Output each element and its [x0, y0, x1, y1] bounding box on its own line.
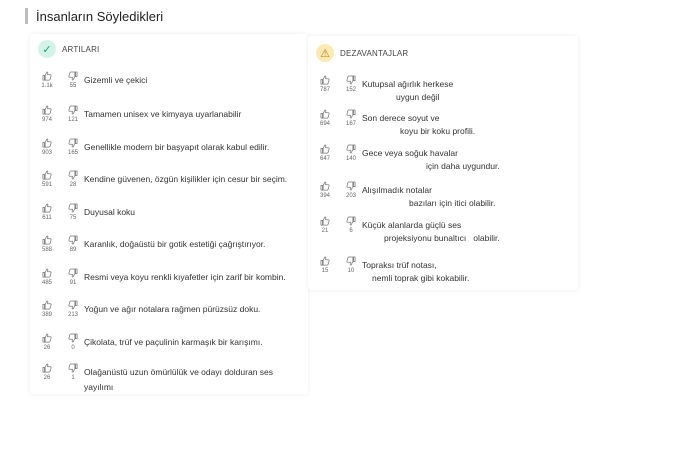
like-vote-button[interactable]: [38, 235, 56, 254]
pro-item-text: Genellikle modern bir başyapıt olarak kabul edilir.: [84, 142, 270, 152]
dislike-count: 91: [69, 280, 77, 286]
dislike-count: 213: [67, 312, 78, 318]
thumbs-down-icon: [342, 216, 360, 226]
thumbs-down-icon: [64, 235, 82, 245]
thumbs-down-icon: [64, 333, 82, 343]
con-item-text-line2: nemli toprak gibi kokabilir.: [372, 273, 470, 283]
like-count: 26: [43, 375, 51, 381]
dislike-vote-button[interactable]: [342, 109, 360, 128]
pro-item-text: Tamamen unisex ve kimyaya uyarlanabilir: [84, 109, 242, 119]
dislike-vote-button[interactable]: [64, 300, 82, 319]
con-item-text-line1: Topraksı trüf notası,: [362, 260, 437, 270]
pro-item-text: Yoğun ve ağır notalara rağmen pürüzsüz doku.: [84, 304, 261, 314]
thumbs-down-icon: [64, 203, 82, 213]
thumbs-up-icon: [38, 203, 56, 213]
dislike-vote-button[interactable]: [342, 256, 360, 275]
like-vote-button[interactable]: [38, 203, 56, 222]
dislike-count: 140: [345, 156, 356, 162]
thumbs-down-icon: [342, 109, 360, 119]
like-count: 394: [319, 193, 330, 199]
thumbs-up-icon: [316, 75, 334, 85]
thumbs-up-icon: [316, 109, 334, 119]
thumbs-up-icon: [38, 300, 56, 310]
like-vote-button[interactable]: [38, 268, 56, 287]
con-item-text-line2: için daha uygundur.: [426, 161, 500, 171]
thumbs-down-icon: [64, 71, 82, 81]
like-count: 787: [319, 87, 330, 93]
like-count: 389: [41, 312, 52, 318]
like-count: 15: [321, 268, 329, 274]
dislike-count: 165: [67, 150, 78, 156]
thumbs-up-icon: [38, 71, 56, 81]
pro-item-text: Duyusal koku: [84, 207, 136, 217]
con-item-text-line1: Alışılmadık notalar: [362, 185, 432, 195]
like-count: 694: [319, 121, 330, 127]
like-count: 974: [41, 117, 52, 123]
thumbs-down-icon: [64, 363, 82, 373]
thumbs-up-icon: [316, 144, 334, 154]
like-count: 903: [41, 150, 52, 156]
pro-item-text: Karanlık, doğaüstü bir gotik estetiği çağrıştırıyor.: [84, 239, 266, 249]
dislike-count: 152: [345, 87, 356, 93]
dislike-vote-button[interactable]: [64, 363, 82, 382]
pro-item-text: Olağanüstü uzun ömürlülük ve odayı dolduran ses yayılımı: [84, 367, 274, 392]
thumbs-up-icon: [38, 105, 56, 115]
dislike-vote-button[interactable]: [342, 144, 360, 163]
thumbs-up-icon: [316, 256, 334, 266]
con-item-text-line2: uygun değil: [396, 92, 440, 102]
con-item-text-line2: projeksiyonu bunaltıcı olabilir.: [384, 233, 500, 243]
thumbs-down-icon: [342, 144, 360, 154]
dislike-count: 167: [345, 121, 356, 127]
pros-header: [38, 40, 99, 58]
dislike-count: 89: [69, 247, 77, 253]
dislike-count: 55: [69, 83, 77, 89]
thumbs-up-icon: [38, 170, 56, 180]
like-count: 591: [41, 182, 52, 188]
like-vote-button[interactable]: [316, 216, 334, 235]
con-item-text-line1: Gece veya soğuk havalar: [362, 148, 458, 158]
dislike-vote-button[interactable]: [64, 105, 82, 124]
thumbs-up-icon: [38, 333, 56, 343]
dislike-vote-button[interactable]: [64, 203, 82, 222]
dislike-vote-button[interactable]: [342, 181, 360, 200]
dislike-count: 6: [349, 228, 353, 234]
dislike-count: 28: [69, 182, 77, 188]
like-vote-button[interactable]: [316, 109, 334, 128]
thumbs-down-icon: [64, 170, 82, 180]
thumbs-down-icon: [342, 181, 360, 191]
like-vote-button[interactable]: [316, 144, 334, 163]
dislike-vote-button[interactable]: [64, 138, 82, 157]
page-title: İnsanların Söyledikleri: [36, 8, 164, 24]
thumbs-down-icon: [342, 75, 360, 85]
like-count: 26: [43, 345, 51, 351]
thumbs-down-icon: [64, 300, 82, 310]
dislike-vote-button[interactable]: [64, 170, 82, 189]
pro-item-text: Gizemli ve çekici: [84, 75, 148, 85]
pros-label: ARTILARI: [62, 44, 100, 54]
dislike-vote-button[interactable]: [64, 71, 82, 90]
thumbs-down-icon: [342, 256, 360, 266]
pro-item-text: Resmi veya koyu renkli kıyafetler için zarif bir kombin.: [84, 272, 286, 282]
dislike-vote-button[interactable]: [64, 333, 82, 352]
dislike-vote-button[interactable]: [342, 75, 360, 94]
con-item-text-line2: koyu bir koku profili.: [400, 126, 476, 136]
con-item-text-line1: Küçük alanlarda güçlü ses: [362, 220, 462, 230]
title-accent-bar: [25, 8, 28, 24]
like-vote-button[interactable]: [316, 75, 334, 94]
thumbs-down-icon: [64, 105, 82, 115]
pro-item-text: Çikolata, trüf ve paçulinin karmaşık bir karışımı.: [84, 337, 263, 347]
dislike-vote-button[interactable]: [64, 268, 82, 287]
like-vote-button[interactable]: [38, 138, 56, 157]
like-vote-button[interactable]: [38, 333, 56, 352]
warning-icon: ⚠: [316, 44, 334, 62]
like-vote-button[interactable]: [38, 170, 56, 189]
like-vote-button[interactable]: [316, 256, 334, 275]
like-count: 611: [42, 215, 52, 221]
cons-panel: [308, 36, 578, 290]
thumbs-up-icon: [38, 138, 56, 148]
like-vote-button[interactable]: [38, 71, 56, 90]
thumbs-up-icon: [38, 235, 56, 245]
thumbs-up-icon: [38, 268, 56, 278]
check-icon: ✓: [38, 40, 56, 58]
like-vote-button[interactable]: [316, 181, 334, 200]
pro-item-text: Kendine güvenen, özgün kişilikler için cesur bir seçim.: [84, 174, 288, 184]
thumbs-down-icon: [64, 138, 82, 148]
con-item-text-line1: Son derece soyut ve: [362, 113, 440, 123]
con-item-text-line2: bazıları için itici olabilir.: [409, 198, 496, 208]
dislike-vote-button[interactable]: [64, 235, 82, 254]
like-vote-button[interactable]: [38, 363, 56, 382]
pros-panel: [30, 34, 308, 394]
page-header: [25, 6, 163, 26]
like-count: 588: [41, 247, 52, 253]
thumbs-up-icon: [316, 181, 334, 191]
like-count: 1.1k: [41, 83, 53, 89]
dislike-vote-button[interactable]: [342, 216, 360, 235]
like-count: 485: [41, 280, 52, 286]
thumbs-up-icon: [316, 216, 334, 226]
cons-header: [316, 44, 408, 62]
like-count: 647: [319, 156, 330, 162]
dislike-count: 0: [71, 345, 75, 351]
dislike-count: 1: [71, 375, 75, 381]
like-count: 21: [321, 228, 329, 234]
dislike-count: 121: [67, 117, 78, 123]
con-item-text-line1: Kutupsal ağırlık herkese: [362, 79, 454, 89]
thumbs-down-icon: [64, 268, 82, 278]
dislike-count: 10: [347, 268, 355, 274]
thumbs-up-icon: [38, 363, 56, 373]
cons-label: DEZAVANTAJLAR: [340, 48, 409, 58]
dislike-count: 203: [345, 193, 356, 199]
dislike-count: 75: [69, 215, 77, 221]
like-vote-button[interactable]: [38, 300, 56, 319]
like-vote-button[interactable]: [38, 105, 56, 124]
